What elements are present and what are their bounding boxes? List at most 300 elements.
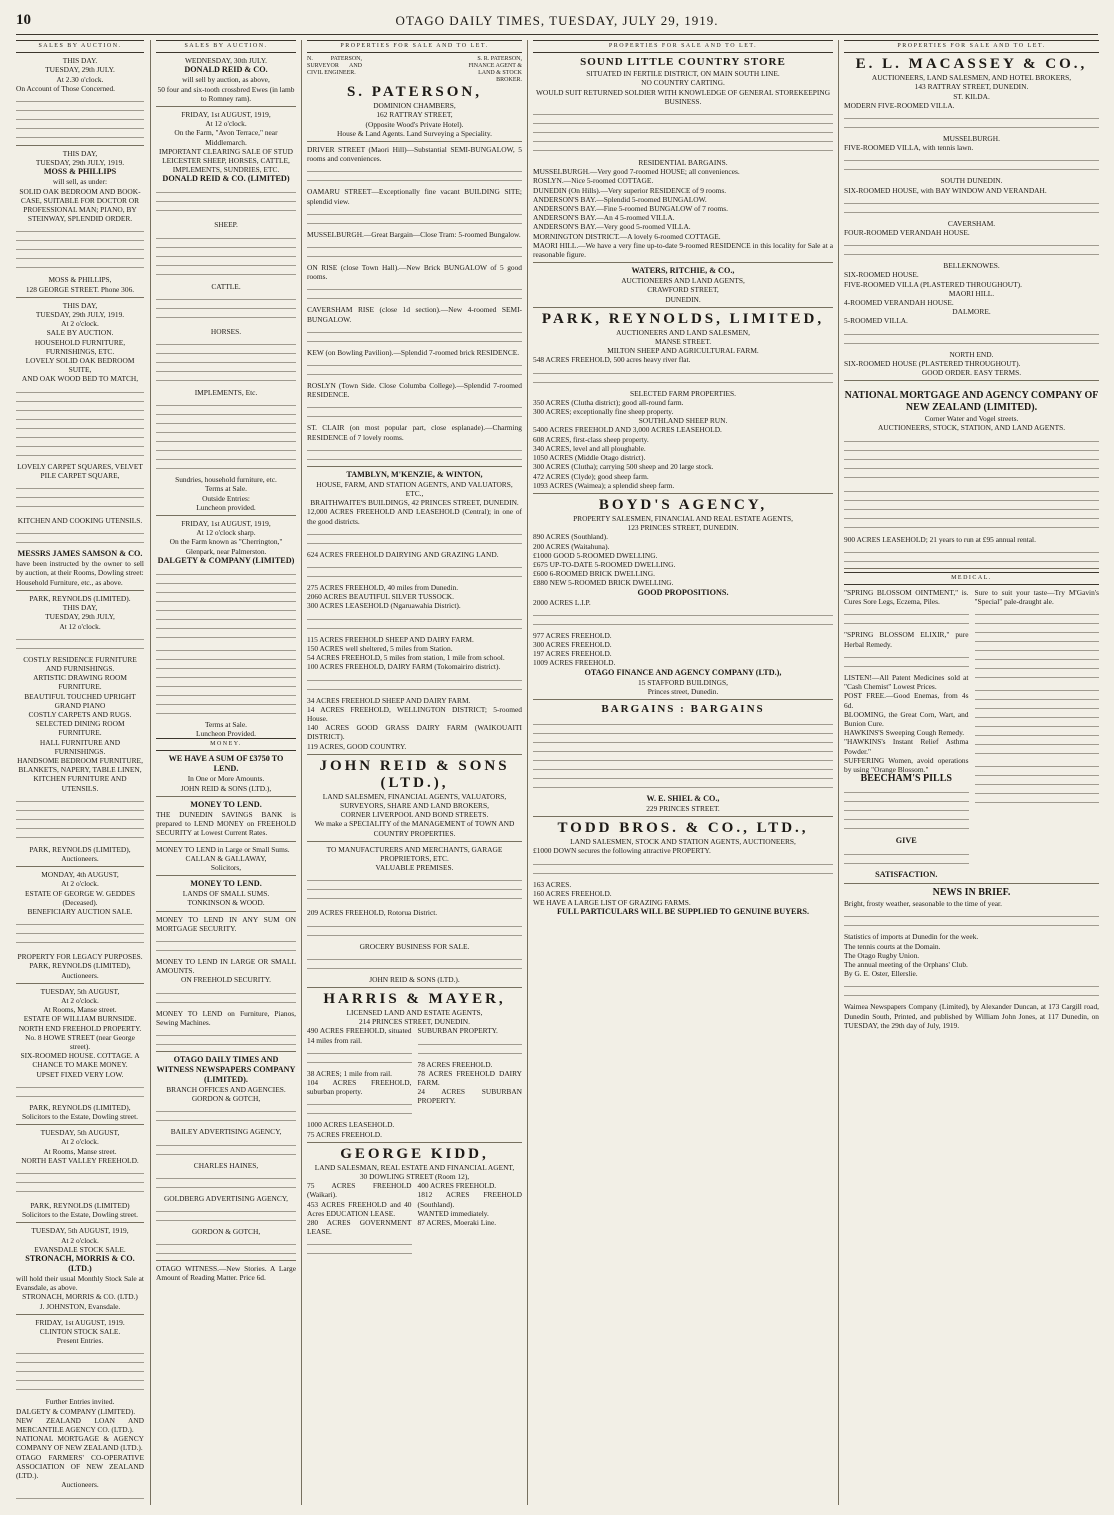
medical-ad-body bbox=[844, 608, 969, 626]
auctioneer-name: DALGETY & COMPANY (LIMITED) bbox=[157, 555, 295, 565]
medical-ad-body bbox=[844, 848, 969, 866]
agent-detail: N. PATERSON, SURVEYOR AND CIVIL ENGINEER. bbox=[307, 56, 362, 77]
listing-body bbox=[844, 328, 1099, 346]
agent-address: 162 RATTRAY STREET, bbox=[376, 110, 453, 120]
notice-line: FRIDAY, 1st AUGUST, 1919, bbox=[181, 519, 271, 529]
listing: 275 ACRES FREEHOLD, 40 miles from Dunedin. bbox=[307, 583, 459, 593]
listing: 75 ACRES FREEHOLD (Waikari). bbox=[307, 1181, 412, 1200]
notice-body bbox=[156, 568, 296, 640]
notice-line: CHARLES HAINES, bbox=[193, 1160, 259, 1170]
listing: 890 ACRES (Southland). bbox=[533, 532, 608, 542]
listing: ANDERSON'S BAY.—An 4 5-roomed VILLA. bbox=[533, 213, 675, 223]
divider bbox=[533, 262, 833, 263]
notice-body bbox=[16, 633, 144, 651]
notice-line: At 2 o'clock. bbox=[61, 1137, 99, 1147]
agent-name: JOHN REID & SONS (LTD.). bbox=[369, 974, 460, 984]
notice-body bbox=[156, 644, 296, 716]
listing: 977 ACRES FREEHOLD. bbox=[533, 630, 612, 640]
listing: 104 ACRES FREEHOLD, suburban property. bbox=[307, 1077, 412, 1097]
listing-body bbox=[533, 718, 833, 790]
listing-body bbox=[533, 609, 833, 627]
notice-line: Solicitors, bbox=[210, 862, 242, 872]
listing: SUBURBAN PROPERTY. bbox=[417, 1026, 498, 1036]
listing: 1093 ACRES (Waimea); a splendid sheep farm. bbox=[533, 480, 675, 490]
divider bbox=[156, 796, 296, 797]
divider bbox=[16, 297, 144, 298]
notice-line: have been instructed by the owner to sell by auction, at their Rooms, Dowling street: bbox=[16, 559, 144, 578]
listing-body bbox=[307, 920, 522, 938]
agent-banner: HARRIS & MAYER, bbox=[323, 990, 506, 1007]
listing: 624 ACRES FREEHOLD DAIRYING AND GRAZING LAND. bbox=[307, 549, 499, 559]
listing-locality: DALMORE. bbox=[952, 307, 991, 317]
notice-line: At 12 o'clock. bbox=[205, 119, 247, 129]
listing: 490 ACRES FREEHOLD, situated 14 miles from rail. bbox=[307, 1026, 412, 1045]
agent-tagline: AUCTIONEERS, LAND SALESMEN, AND HOTEL BROKERS, bbox=[871, 73, 1072, 83]
agent-banner: S. PATERSON, bbox=[346, 84, 483, 101]
notice-line: PARK, REYNOLDS (LIMITED), Auctioneers. bbox=[29, 961, 131, 980]
listing: 115 ACRES FREEHOLD SHEEP AND DAIRY FARM. bbox=[307, 634, 474, 644]
notice-line: will sell by auction, as above, bbox=[182, 75, 270, 85]
notice-line: SOLID OAK BEDROOM AND BOOK-CASE, SUITABLE FOR DOCTOR OR PROFESSIONAL MAN; PIANO, BY STEINWAY, SPLENDID ORDER. bbox=[19, 186, 141, 224]
divider bbox=[307, 466, 522, 467]
listing: 75 ACRES FREEHOLD. bbox=[307, 1129, 382, 1139]
listing-body bbox=[307, 1098, 412, 1116]
notice-line: Solicitors to the Estate, Dowling street. bbox=[22, 1210, 138, 1220]
listing: 300 ACRES (Clutha); carrying 500 sheep and 20 large stock. bbox=[533, 462, 714, 472]
notice-line: TUESDAY, 5th AUGUST, bbox=[40, 1128, 120, 1138]
medical-ad: SUFFERING Women, avoid operations by using "Orange Blossom." bbox=[844, 755, 969, 774]
listing-body bbox=[844, 239, 1099, 257]
listing: 300 ACRES FREEHOLD. bbox=[533, 639, 612, 649]
listing: 453 ACRES FREEHOLD and 40 Acres EDUCATION LEASE. bbox=[307, 1199, 412, 1218]
listing: 400 ACRES FREEHOLD. bbox=[417, 1181, 497, 1191]
listing: 140 ACRES GOOD GRASS DAIRY FARM (WAIKOUAITI DISTRICT). bbox=[307, 723, 522, 742]
agent-name: WATERS, RITCHIE, & CO., bbox=[631, 266, 735, 276]
divider bbox=[844, 380, 1099, 381]
column-properties-2 bbox=[527, 40, 838, 1505]
notice-line: COSTLY RESIDENCE FURNITURE AND FURNISHINGS. bbox=[23, 654, 137, 673]
medical-ad: HAWKINS'S Sweeping Cough Remedy. bbox=[844, 728, 965, 738]
notice-body bbox=[156, 1139, 296, 1157]
notice-line: COSTLY CARPETS AND RUGS. bbox=[28, 709, 132, 719]
listing: WE HAVE A LARGE LIST OF GRAZING FARMS. bbox=[533, 897, 691, 907]
divider bbox=[307, 987, 522, 988]
listing-body bbox=[307, 674, 522, 692]
notice-line: CATTLE. bbox=[211, 281, 241, 291]
listing: 4-ROOMED VERANDAH HOUSE. bbox=[844, 298, 954, 308]
listing: 200 ACRES (Waitahuna). bbox=[533, 541, 610, 551]
page-columns bbox=[16, 40, 1098, 1505]
listing-body bbox=[533, 108, 833, 154]
agent-tagline: AUCTIONEERS AND LAND AGENTS, bbox=[621, 276, 745, 286]
divider bbox=[156, 515, 296, 516]
listing-body bbox=[307, 561, 522, 579]
notice-line: HOUSEHOLD FURNITURE, FURNISHINGS, ETC. bbox=[34, 337, 126, 356]
divider bbox=[16, 145, 144, 146]
notice-body bbox=[16, 1081, 144, 1099]
listing: 87 ACRES, Moeraki Line. bbox=[417, 1218, 497, 1227]
listing-body bbox=[307, 359, 522, 377]
notice-line: TUESDAY, 5th AUGUST, 1919, bbox=[31, 1226, 129, 1236]
listing: OAMARU STREET—Exceptionally fine vacant BUILDING SITE; splendid view. bbox=[307, 187, 522, 206]
divider bbox=[307, 141, 522, 142]
notice-line: TUESDAY, 29th JULY. bbox=[45, 65, 115, 75]
medical-ad-body bbox=[975, 608, 1100, 680]
notice-line: ON FREEHOLD SECURITY. bbox=[181, 975, 271, 985]
divider bbox=[16, 590, 144, 591]
notice-line: CALLAN & GALLAWAY, bbox=[185, 853, 267, 863]
notice-line: Luncheon Provided. bbox=[196, 729, 256, 739]
newspaper-title: OTAGO DAILY TIMES, TUESDAY, JULY 29, 1919. bbox=[395, 13, 719, 28]
listing-body bbox=[307, 1047, 412, 1065]
divider bbox=[533, 307, 833, 308]
notice-line: TUESDAY, 5th AUGUST, bbox=[40, 986, 120, 996]
section-header: SALES BY AUCTION. bbox=[156, 40, 296, 53]
agent-tagline: AUCTIONEERS, STOCK, STATION, AND LAND AGENTS. bbox=[877, 423, 1066, 433]
section-header: MONEY. bbox=[156, 738, 296, 751]
notice-body bbox=[844, 485, 1099, 531]
listing: 1812 ACRES FREEHOLD (Southland). bbox=[417, 1190, 522, 1209]
notice-line: PROPERTY FOR LEGACY PURPOSES. bbox=[17, 952, 143, 962]
listing-body bbox=[844, 546, 1099, 564]
listing-body bbox=[307, 528, 522, 546]
listing: DUNEDIN (On Hills).—Very superior RESIDENCE of 9 rooms. bbox=[533, 185, 727, 195]
listing: VALUABLE PREMISES. bbox=[375, 863, 454, 873]
listing: 1009 ACRES FREEHOLD. bbox=[533, 658, 616, 668]
listing-subhead: NO COUNTRY CARTING. bbox=[641, 78, 725, 88]
notice-line: At 2 o'clock. bbox=[61, 879, 99, 889]
agent-address: (Opposite Wood's Private Hotel). bbox=[365, 119, 464, 129]
notice-line: TUESDAY, 29th JULY, 1919. bbox=[35, 158, 125, 168]
listing-subhead: SELECTED FARM PROPERTIES. bbox=[630, 388, 736, 398]
agent-address: 123 PRINCES STREET, DUNEDIN. bbox=[627, 523, 739, 533]
listing-body bbox=[307, 1238, 412, 1256]
auctioneer-name: MOSS & PHILLIPS bbox=[43, 167, 117, 177]
notice-line: SELECTED DINING ROOM FURNITURE. bbox=[35, 719, 125, 738]
notice-body bbox=[156, 935, 296, 953]
listing: 163 ACRES. bbox=[533, 879, 572, 889]
agent-address: 229 PRINCES STREET. bbox=[646, 803, 720, 813]
notice-line: Household Furniture, etc., as above. bbox=[16, 577, 123, 587]
notice-line: Present Entries. bbox=[56, 1336, 104, 1346]
news-item: The tennis courts at the Domain. bbox=[844, 941, 941, 951]
listing: 472 ACRES (Clyde); good sheep farm. bbox=[533, 471, 649, 481]
notice-body bbox=[156, 338, 296, 384]
divider bbox=[533, 493, 833, 494]
notice-line: NORTH END FREEHOLD PROPERTY. bbox=[18, 1023, 142, 1033]
notice-line: HORSES. bbox=[210, 326, 242, 336]
notice-line: SHEEP. bbox=[214, 220, 238, 230]
agent-name: TAMBLYN, M'KENZIE, & WINTON, bbox=[346, 469, 483, 479]
notice-line: NATIONAL MORTGAGE & AGENCY COMPANY OF NEW ZEALAND (LTD.). bbox=[16, 1434, 144, 1453]
divider bbox=[156, 841, 296, 842]
agent-tagline: House & Land Agents. Land Surveying a Speciality. bbox=[337, 128, 492, 138]
notice-line: JOHN REID & SONS (LTD.), bbox=[180, 783, 272, 793]
notice-line: STRONACH, MORRIS & CO. (LTD.) bbox=[22, 1292, 138, 1302]
auctioneer-name: MESSRS JAMES SAMSON & CO. bbox=[17, 549, 143, 559]
listing: MODERN FIVE-ROOMED VILLA. bbox=[844, 100, 955, 110]
agent-tagline: LAND SALESMEN, FINANCIAL AGENTS, VALUATORS, SURVEYORS, SHARE AND LAND BROKERS, bbox=[322, 791, 507, 810]
news-body bbox=[844, 980, 1099, 998]
divider bbox=[307, 841, 522, 842]
listing-body bbox=[533, 858, 833, 876]
notice-line: Auctioneers. bbox=[61, 1480, 99, 1490]
notice-line: MONDAY, 4th AUGUST, bbox=[41, 870, 119, 880]
notice-line: BEAUTIFUL TOUCHED UPRIGHT GRAND PIANO bbox=[24, 691, 136, 710]
listing: KEW (on Bowling Pavilion).—Splendid 7-roomed brick RESIDENCE. bbox=[307, 347, 520, 357]
divider bbox=[533, 816, 833, 817]
notice-line: HALL FURNITURE AND FURNISHINGS. bbox=[39, 737, 121, 756]
notice-line: NEW ZEALAND LOAN AND MERCANTILE AGENCY CO. (LTD.). bbox=[16, 1415, 144, 1435]
notice-line: NORTH EAST VALLEY FREEHOLD. bbox=[21, 1155, 139, 1165]
listing-footer: FULL PARTICULARS WILL BE SUPPLIED TO GENUINE BUYERS. bbox=[556, 907, 810, 917]
listing: GROCERY BUSINESS FOR SALE. bbox=[359, 941, 470, 951]
listing: FOUR-ROOMED VERANDAH HOUSE. bbox=[844, 228, 970, 238]
news-item: By G. E. Oster, Ellerslie. bbox=[844, 969, 918, 979]
notice-line: BRANCH OFFICES AND AGENCIES. bbox=[166, 1084, 286, 1094]
agent-banner: JOHN REID & SONS (LTD.), bbox=[319, 757, 510, 791]
notice-line: At 2 o'clock. bbox=[61, 319, 99, 329]
news-body bbox=[844, 910, 1099, 928]
notice-line: J. JOHNSTON, Evansdale. bbox=[39, 1301, 121, 1311]
listing: FIVE-ROOMED VILLA, with tennis lawn. bbox=[844, 143, 974, 153]
notice-line: THIS DAY, bbox=[62, 300, 98, 310]
money-notice: WE HAVE A SUM OF £3750 TO LEND. bbox=[168, 754, 284, 774]
listing-body bbox=[533, 367, 833, 385]
section-header: PROPERTIES FOR SALE AND TO LET. bbox=[307, 40, 522, 53]
listing: 280 ACRES GOVERNMENT LEASE. bbox=[307, 1218, 412, 1237]
agent-address: CRAWFORD STREET, bbox=[647, 285, 719, 295]
divider bbox=[16, 1222, 144, 1223]
agent-detail: S. R. PATERSON, FINANCE AGENT & LAND & STOCK BROKER. bbox=[468, 56, 522, 84]
listing-headline: BARGAINS : BARGAINS bbox=[601, 702, 765, 715]
notice-line: PARK, REYNOLDS (LIMITED) bbox=[30, 1201, 130, 1211]
notice-line: SALE BY AUCTION. bbox=[46, 328, 114, 338]
column-properties-1 bbox=[301, 40, 527, 1505]
medical-ad-title: SATISFACTION. bbox=[875, 870, 938, 880]
notice-line: PARK, REYNOLDS (LIMITED), bbox=[29, 1102, 131, 1112]
notice-line: ESTATE OF GEORGE W. GEDDES (Deceased). bbox=[24, 888, 136, 907]
agent-address: DOMINION CHAMBERS, bbox=[373, 101, 456, 111]
listing: SIX-ROOMED HOUSE (PLASTERED THROUGHOUT). bbox=[844, 358, 1021, 368]
listing-body bbox=[844, 112, 1099, 130]
agent-banner: E. L. MACASSEY & CO., bbox=[855, 56, 1088, 73]
notice-line: Outside Entries: bbox=[202, 493, 250, 503]
listing: ST. CLAIR (on most popular part, close esplanade).—Charming RESIDENCE of 7 lovely rooms. bbox=[307, 423, 522, 442]
listing: SIX-ROOMED HOUSE, with BAY WINDOW AND VERANDAH. bbox=[844, 185, 1047, 195]
listing-subhead: WOULD SUIT RETURNED SOLDIER WITH KNOWLEDGE OF GENERAL STOREKEEPING BUSINESS. bbox=[535, 87, 831, 106]
notice-line: IMPLEMENTS, Etc. bbox=[194, 388, 258, 398]
divider bbox=[533, 699, 833, 700]
listing-body bbox=[307, 241, 522, 259]
company-title: NATIONAL MORTGAGE AND AGENCY COMPANY OF NEW ZEALAND (LIMITED). bbox=[844, 390, 1099, 414]
listing: 54 ACRES FREEHOLD, 5 miles from station, 1 mile from school. bbox=[307, 653, 505, 663]
listing: 5400 ACRES FREEHOLD AND 3,000 ACRES LEASEHOLD. bbox=[533, 425, 722, 435]
listing: 300 ACRES LEASEHOLD (Ngaruawahia District). bbox=[307, 601, 461, 611]
divider bbox=[16, 983, 144, 984]
listing: ROSLYN.—Nice 5-roomed COTTAGE. bbox=[533, 176, 654, 186]
notice-body bbox=[16, 95, 144, 141]
agent-name: OTAGO FINANCE AND AGENCY COMPANY (LTD.), bbox=[584, 667, 782, 677]
listing: ANDERSON'S BAY.—Splendid 5-roomed BUNGALOW. bbox=[533, 194, 707, 204]
listing: 5-ROOMED VILLA. bbox=[844, 316, 908, 326]
agent-tagline: We make a SPECIALITY of the MANAGEMENT of TOWN AND COUNTRY PROPERTIES. bbox=[314, 819, 515, 838]
notice-body bbox=[16, 1347, 144, 1393]
divider bbox=[16, 1314, 144, 1315]
notice-body bbox=[156, 1172, 296, 1190]
listing: 14 ACRES FREEHOLD, WELLINGTON DISTRICT; 5-roomed House. bbox=[307, 704, 522, 723]
listing: ROSLYN (Town Side. Close Columba College).—Splendid 7-roomed RESIDENCE. bbox=[307, 381, 522, 400]
listing: MAORI HILL.—We have a very fine up-to-date 9-roomed RESIDENCE in this locality for Sale at a reasonable figure. bbox=[533, 240, 833, 260]
notice-line: LANDS OF SMALL SUMS. bbox=[182, 889, 270, 899]
agent-address: Princes street, Dunedin. bbox=[647, 686, 719, 696]
agent-address: 143 RATTRAY STREET, DUNEDIN. bbox=[914, 82, 1029, 92]
notice-line: GORDON & GOTCH, bbox=[191, 1226, 261, 1236]
agent-address: BRAITHWAITE'S BUILDINGS, 42 PRINCES STREET, DUNEDIN. bbox=[310, 498, 519, 508]
listing: 197 ACRES FREEHOLD. bbox=[533, 649, 612, 659]
divider bbox=[16, 1124, 144, 1125]
divider bbox=[844, 883, 1099, 884]
notice-line: BENEFICIARY AUCTION SALE. bbox=[27, 906, 133, 916]
notice-line: LOVELY CARPET SQUARES, VELVET PILE CARPET SQUARE, bbox=[17, 461, 143, 480]
agent-banner: TODD BROS. & CO., LTD., bbox=[557, 820, 809, 837]
listing-body bbox=[418, 1038, 523, 1056]
listing: 1000 ACRES LEASEHOLD. bbox=[307, 1120, 395, 1130]
news-item: The annual meeting of the Orphans' Club. bbox=[844, 959, 968, 969]
notice-line: MOSS & PHILLIPS, bbox=[48, 275, 112, 285]
notice-line: At 12 o'clock sharp. bbox=[196, 528, 256, 538]
listing-body bbox=[844, 197, 1099, 215]
auctioneer-name: DONALD REID & CO. (LIMITED) bbox=[162, 174, 290, 184]
notice-line: At 2 o'clock. bbox=[61, 995, 99, 1005]
divider bbox=[156, 1051, 296, 1052]
notice-line: Terms at Sale. bbox=[205, 484, 247, 494]
listing: FIVE-ROOMED VILLA (PLASTERED THROUGHOUT). bbox=[844, 279, 1022, 289]
agent-tagline: AUCTIONEERS AND LAND SALESMEN, bbox=[616, 327, 750, 337]
notice-line: will hold their usual Monthly Stock Sale at Evansdale, as above. bbox=[16, 1274, 144, 1293]
listing: 150 ACRES well sheltered, 5 miles from Station. bbox=[307, 643, 453, 653]
medical-ad-body bbox=[975, 760, 1100, 806]
notice-line: MONEY TO LEND in Large or Small Sums. bbox=[156, 844, 290, 854]
section-header: PROPERTIES FOR SALE AND TO LET. bbox=[844, 40, 1099, 53]
listing: 300 ACRES; exceptionally fine sheep property. bbox=[533, 407, 674, 417]
notice-body bbox=[156, 232, 296, 278]
notice-line: LOVELY SOLID OAK BEDROOM SUITE, bbox=[25, 356, 135, 375]
agent-banner: BOYD'S AGENCY, bbox=[598, 496, 768, 513]
medical-ad: POST FREE.—Good Enemas, from 4s 6d. bbox=[844, 691, 969, 710]
listing-locality: BELLEKNOWES. bbox=[943, 261, 1000, 271]
notice-line: UPSET FIXED VERY LOW. bbox=[36, 1069, 124, 1079]
listing: 100 ACRES FREEHOLD, DAIRY FARM (Tokomairiro district). bbox=[307, 662, 501, 672]
divider bbox=[307, 1142, 522, 1143]
money-notice: MONEY TO LEND. bbox=[190, 799, 262, 809]
news-item: Statistics of imports at Dunedin for the week. bbox=[844, 932, 979, 942]
notice-line: CLINTON STOCK SALE. bbox=[39, 1327, 121, 1337]
notice-line: At Rooms, Manse street. bbox=[43, 1005, 117, 1015]
listing-locality: MAORI HILL. bbox=[948, 288, 995, 298]
column-sales-by-auction-1 bbox=[16, 40, 149, 1505]
agent-banner: PARK, REYNOLDS, LIMITED, bbox=[541, 310, 825, 327]
agent-banner: GEORGE KIDD, bbox=[340, 1145, 489, 1162]
agent-tagline: LICENSED LAND AND ESTATE AGENTS, bbox=[346, 1007, 483, 1017]
notice-line: AND OAK WOOD BED TO MATCH, bbox=[21, 374, 139, 384]
listing: MUSSELBURGH.—Great Bargain—Close Tram: 5-roomed Bungalow. bbox=[307, 229, 521, 239]
publisher-notice: OTAGO DAILY TIMES AND WITNESS NEWSPAPERS COMPANY (LIMITED). bbox=[156, 1054, 296, 1084]
notice-body bbox=[16, 1167, 144, 1197]
column-sales-by-auction-2 bbox=[150, 40, 301, 1505]
divider bbox=[844, 568, 1099, 569]
agent-address: MANSE STREET. bbox=[654, 337, 712, 347]
listing: GOOD ORDER. EASY TERMS. bbox=[921, 368, 1022, 378]
listing-body bbox=[844, 154, 1099, 172]
notice-line: BAILEY ADVERTISING AGENCY, bbox=[170, 1127, 282, 1137]
agent-tagline: PROPERTY SALESMEN, FINANCIAL AND REAL ESTATE AGENTS, bbox=[573, 513, 793, 523]
notice-body bbox=[16, 795, 144, 841]
listing: WANTED immediately. bbox=[417, 1208, 489, 1218]
notice-line: EVANSDALE STOCK SALE. bbox=[34, 1244, 126, 1254]
listing: TO MANUFACTURERS AND MERCHANTS, GARAGE PROPRIETORS, ETC. bbox=[326, 844, 503, 863]
agent-address: DUNEDIN. bbox=[665, 294, 701, 304]
notice-body bbox=[156, 987, 296, 1005]
section-header: MEDICAL. bbox=[844, 572, 1099, 585]
listing-body bbox=[307, 401, 522, 419]
medical-ad-title: GIVE bbox=[895, 836, 917, 846]
medical-ad: "SPRING BLOSSOM ELIXIR," pure Herbal Remedy. bbox=[844, 630, 969, 649]
agent-tagline: LAND SALESMEN, STOCK AND STATION AGENTS, AUCTIONEERS, bbox=[570, 837, 796, 847]
listing: 2060 ACRES BEAUTIFUL SILVER TUSSOCK. bbox=[307, 592, 454, 602]
news-title: NEWS IN BRIEF. bbox=[932, 887, 1011, 899]
notice-line: GOLDBERG ADVERTISING AGENCY, bbox=[163, 1193, 289, 1203]
notice-line: THIS DAY, bbox=[62, 149, 98, 159]
divider bbox=[156, 106, 296, 107]
listing-body bbox=[307, 613, 522, 631]
notice-line: TUESDAY, 29th JULY, bbox=[45, 612, 115, 622]
listing: 2000 ACRES L.I.P. bbox=[533, 597, 591, 607]
notice-line: KITCHEN AND COOKING UTENSILS. bbox=[17, 516, 143, 526]
listing: 34 ACRES FREEHOLD SHEEP AND DAIRY FARM. bbox=[307, 695, 471, 705]
notice-line: HANDSOME BEDROOM FURNITURE, BLANKETS, NAPERY, TABLE LINEN, KITCHEN FURNITURE AND UTENSILS. bbox=[17, 755, 143, 793]
notice-body bbox=[16, 527, 144, 545]
listing-body bbox=[307, 444, 522, 462]
notice-line: 128 GEORGE STREET. Phone 306. bbox=[25, 284, 135, 294]
listing-body bbox=[307, 165, 522, 183]
listing: 548 ACRES FREEHOLD, 500 acres heavy river flat. bbox=[533, 355, 691, 365]
listing-headline: SOUND LITTLE COUNTRY STORE bbox=[580, 56, 786, 69]
agent-name: W. E. SHIEL & CO., bbox=[646, 793, 720, 803]
auctioneer-name: DONALD REID & CO. bbox=[184, 65, 268, 75]
listing: CAVERSHAM RISE (close 1d section).—New 4-roomed SEMI-BUNGALOW. bbox=[307, 305, 522, 324]
listing: 160 ACRES FREEHOLD. bbox=[533, 888, 612, 898]
notice-line: IMPORTANT CLEARING SALE OF STUD LEICESTER SHEEP, HORSES, CATTLE, IMPLEMENTS, SUNDRIES, ETC. bbox=[159, 146, 293, 175]
listing: 608 ACRES, first-class sheep property. bbox=[533, 434, 649, 444]
notice-line: In One or More Amounts. bbox=[187, 774, 265, 784]
listing: MORNINGTON DISTRICT.—A lovely 6-roomed COTTAGE. bbox=[533, 231, 721, 241]
notice-body bbox=[16, 482, 144, 512]
listing: 38 ACRES; 1 mile from rail. bbox=[307, 1068, 392, 1078]
listing-headline: GOOD PROPOSITIONS. bbox=[637, 587, 729, 597]
notice-body bbox=[156, 1029, 296, 1047]
listing: 12,000 ACRES FREEHOLD AND LEASEHOLD (Central); in one of the good districts. bbox=[307, 507, 522, 526]
medical-ad-body bbox=[844, 786, 969, 832]
notice-line: PARK, REYNOLDS (LIMITED), Auctioneers. bbox=[29, 844, 131, 863]
notice-line: At 2 o'clock. bbox=[61, 1235, 99, 1245]
money-notice: MONEY TO LEND. bbox=[190, 879, 262, 889]
medical-ad: BLOOMING, the Great Corn, Wart, and Bunion Cure. bbox=[844, 709, 969, 728]
listing: ON RISE (close Town Hall).—New Brick BUNGALOW of 5 good rooms. bbox=[307, 263, 522, 282]
listing: DRIVER STREET (Maori Hill)—Substantial SEMI-BUNGALOW, 5 rooms and conveniences. bbox=[307, 145, 522, 164]
notice-line: OTAGO FARMERS' CO-OPERATIVE ASSOCIATION OF NEW ZEALAND (LTD.). bbox=[16, 1452, 144, 1481]
imprint: Waimea Newspapers Company (Limited), by Alexander Duncan, at 173 Cargill road, Dunedin South, Printed, and published by William John Jones, at 117 Dunedin, on TUESDAY, the 29th day of July, 1919. bbox=[844, 1002, 1099, 1030]
